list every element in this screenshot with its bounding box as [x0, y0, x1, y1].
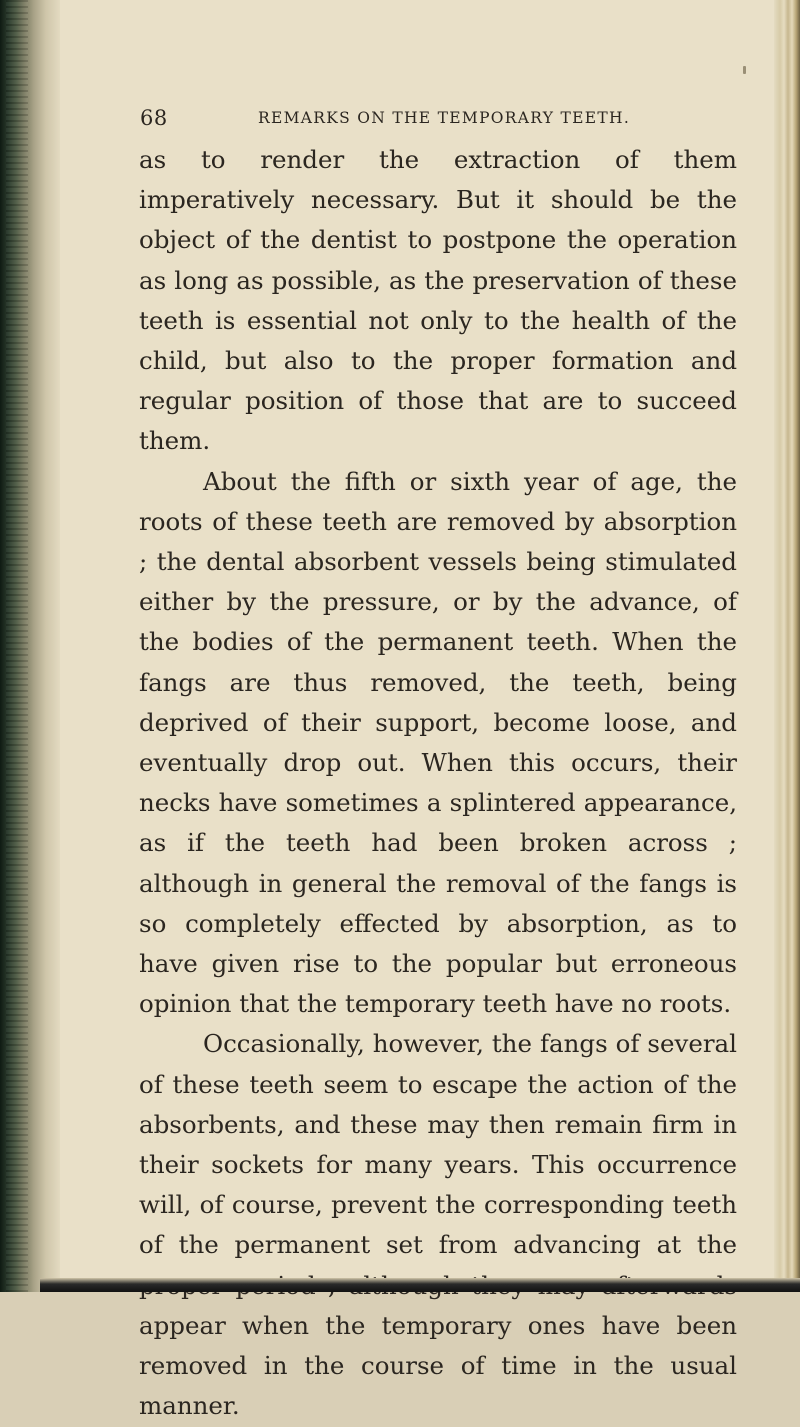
page-number: 68: [140, 106, 168, 130]
page-bottom-edge: [40, 1278, 800, 1292]
page-edges: [774, 0, 800, 1292]
page-header: [140, 106, 740, 130]
paragraph: Occasionally, however, the fangs of several of these teeth seem to escape the action of the absorbents, and these may then remain firm in their sockets for many years. This occurrence will, of course, prevent the corresponding teeth of the permanent set from advancing at the appear when the temporary ones have been removed in the course of time in the usual manner.: [139, 1029, 737, 1421]
page-binding-gutter: [0, 0, 60, 1292]
paper-speck: [743, 66, 746, 74]
body-text: [139, 140, 737, 1427]
paragraph: About the fifth or sixth year of age, the roots of these teeth are removed by absorption ; the dental absorbent vessels being stimulated either by the pressure, or by the advance, of the bodies of the permanent teeth. When the fangs are thus removed, the teeth, being deprived of their support, become loose, and eventually drop out. When this occurs, their necks have sometimes a splintered appearance, as if the teeth had been broken across ; although in general the removal of the fangs is so completely effected by absorption, as to have given rise to the popular but erroneous opinion that the temporary teeth have no roots.: [139, 466, 737, 1019]
paragraph-continued: as to render the extraction of them imperatively necessary. But it should be the object of the dentist to postpone the operation as long as possible, as the preservation of these teeth is essential not only to the health of the child, but also to the proper formation and regular position of those that are to succeed them.: [139, 145, 737, 456]
running-title: REMARKS ON THE TEMPORARY TEETH.: [258, 109, 631, 127]
